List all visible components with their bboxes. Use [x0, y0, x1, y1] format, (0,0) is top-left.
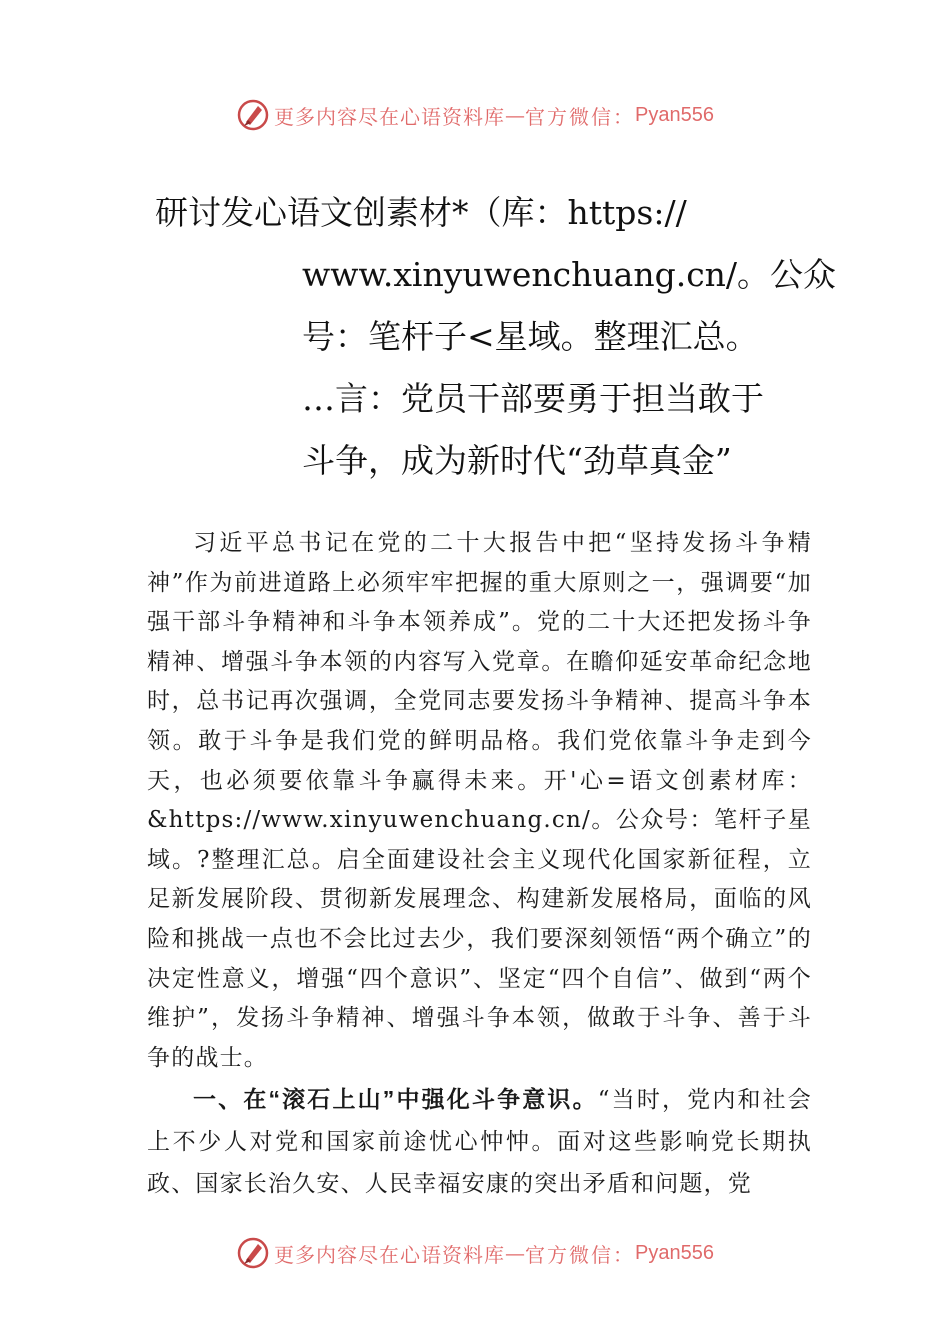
- title-line: 研讨发心语文创素材*（库：https://: [155, 193, 687, 232]
- section-heading: 一、在“滚石上山”中强化斗争意识。: [193, 1086, 598, 1113]
- section-paragraph: [147, 1078, 812, 1205]
- title-line: 号：笔杆子<星域。整理汇总。: [302, 317, 759, 356]
- title-line: 斗争，成为新时代“劲草真金”: [302, 441, 732, 480]
- document-title: [155, 182, 835, 492]
- banner-wechat-label: 官方微信：: [525, 1242, 636, 1267]
- document-body: [147, 524, 812, 1205]
- banner-separator: —: [505, 1241, 526, 1265]
- section-text: “当时，党内和社会上不少人对党和国家前途忧心忡忡。面对这些影响党长期执政、国家长治久安、人民幸福安康的突出矛盾和问题，党: [147, 1087, 812, 1198]
- banner-text: 更多内容尽在心语资料库: [274, 1242, 506, 1267]
- body-paragraph: 习近平总书记在党的二十大报告中把“坚持发扬斗争精神”作为前进道路上必须牢牢把握的重大原则之一，强调要“加强干部斗争精神和斗争本领养成”。党的二十大还把发扬斗争精神、增强斗争本领的内容写入党章。在瞻仰延安革命纪念地时，总书记再次强调，全党同志要发扬斗争精神、提高斗争本领。敢于斗争是我们党的鲜明品格。我们党依靠斗争走到今天，也必须要依靠斗争赢得未来。开'心=语文创素材库：&https://www.xinyuwenchuang.cn/。公众号：笔杆子星域。?整理汇总。启全面建设社会主义现代化国家新征程，立足新发展阶段、贯彻新发展理念、构建新发展格局，面临的风险和挑战一点也不会比过去少，我们要深刻领悟“两个确立”的决定性意义，增强“四个意识”、坚定“四个自信”、做到“两个维护”，发扬斗争精神、增强斗争本领，做敢于斗争、善于斗争的战士。: [147, 530, 812, 1071]
- header-banner: [0, 95, 950, 135]
- pen-nib-logo-icon: [236, 1236, 270, 1270]
- banner-wechat-id: Pyan556: [635, 103, 714, 126]
- banner-separator: —: [505, 103, 526, 127]
- pen-nib-logo-icon: [236, 98, 270, 132]
- title-line: …言：党员干部要勇于担当敢于: [302, 379, 764, 418]
- title-line: www.xinyuwenchuang.cn/。公众: [302, 255, 837, 294]
- banner-text: 更多内容尽在心语资料库: [274, 104, 506, 129]
- banner-wechat-id: Pyan556: [635, 1241, 714, 1264]
- footer-banner: [0, 1233, 950, 1273]
- banner-wechat-label: 官方微信：: [525, 104, 636, 129]
